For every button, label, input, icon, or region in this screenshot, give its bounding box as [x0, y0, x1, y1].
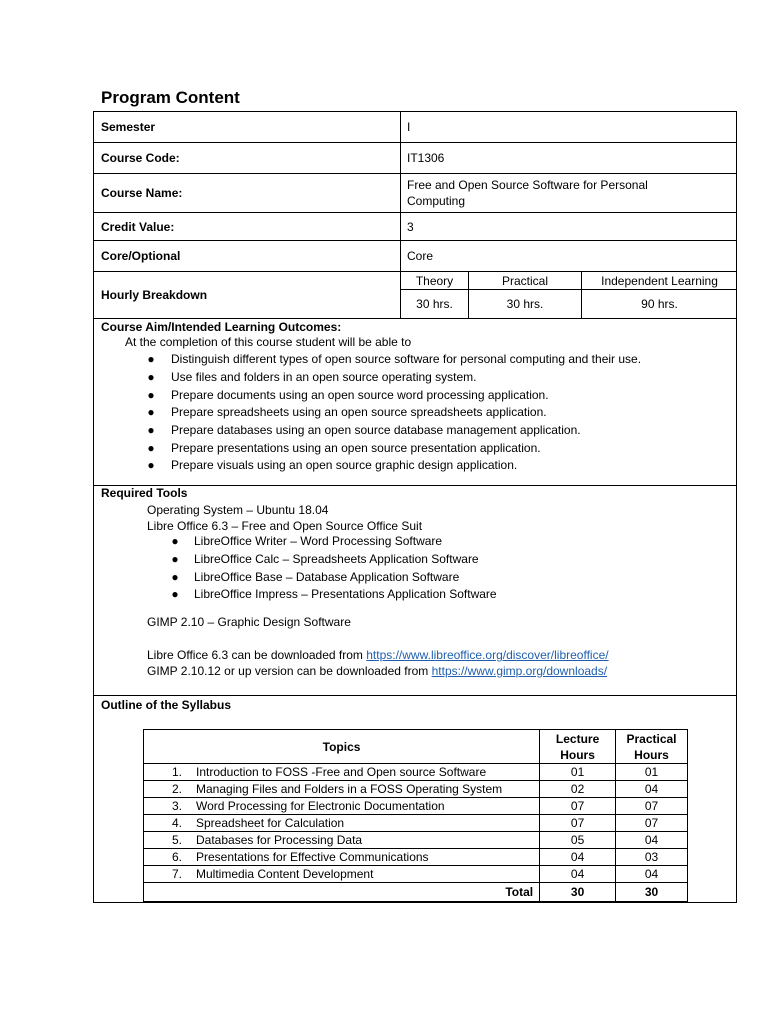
- list-item: ● LibreOffice Calc – Spreadsheets Application Software: [164, 552, 479, 566]
- topic-cell: 1. Introduction to FOSS -Free and Open source Software: [144, 764, 540, 781]
- total-label: Total: [144, 883, 540, 902]
- total-practical-hours: 30: [616, 883, 688, 902]
- list-item: ● Prepare documents using an open source word processing application.: [140, 388, 549, 402]
- topic-cell: 3. Word Processing for Electronic Documentation: [144, 798, 540, 815]
- bullet-icon: ●: [171, 570, 179, 584]
- course-code-value: IT1306: [407, 151, 445, 165]
- topic-cell: 7. Multimedia Content Development: [144, 866, 540, 883]
- page-title: Program Content: [101, 88, 240, 107]
- independent-learning-header: Independent Learning: [601, 273, 718, 288]
- required-tools-title: Required Tools: [101, 486, 188, 500]
- course-aims-title: Course Aim/Intended Learning Outcomes:: [101, 320, 342, 334]
- os-line: Operating System – Ubuntu 18.04: [147, 503, 329, 517]
- table-row: [144, 781, 688, 798]
- topics-header: Topics: [144, 730, 540, 764]
- practical-hours-cell: 04: [616, 832, 688, 849]
- syllabus-table: [143, 729, 688, 902]
- practical-hours-cell: 01: [616, 764, 688, 781]
- topic-cell: 2. Managing Files and Folders in a FOSS Operating System: [144, 781, 540, 798]
- gimp-download-link[interactable]: https://www.gimp.org/downloads/: [431, 664, 608, 678]
- office-suite-line: Libre Office 6.3 – Free and Open Source Office Suit: [147, 519, 423, 533]
- table-row: [144, 832, 688, 849]
- core-optional-label: Core/Optional: [101, 249, 181, 263]
- list-item: ● Prepare presentations using an open source presentation application.: [140, 441, 541, 455]
- list-item: ● Prepare visuals using an open source graphic design application.: [140, 458, 517, 472]
- credit-value-value: 3: [407, 219, 414, 234]
- course-name-value: Free and Open Source Software for Personal Computing: [407, 178, 648, 208]
- list-item: ● Prepare databases using an open source database management application.: [140, 423, 581, 437]
- libreoffice-download-link[interactable]: https://www.libreoffice.org/discover/libreoffice/: [366, 648, 609, 662]
- row-divider: [94, 318, 736, 319]
- gimp-download-line: GIMP 2.10.12 or up version can be downloaded from https://www.gimp.org/downloads/: [147, 664, 608, 678]
- row-divider: [94, 695, 736, 696]
- bullet-icon: ●: [147, 352, 155, 366]
- practical-hours: 30 hrs.: [506, 297, 544, 311]
- practical-hours-cell: 04: [616, 781, 688, 798]
- bullet-icon: ●: [147, 370, 155, 384]
- theory-header: Theory: [415, 273, 454, 288]
- practical-hours-cell: 07: [616, 798, 688, 815]
- semester-label: Semester: [101, 120, 156, 134]
- hourly-breakdown-label: Hourly Breakdown: [101, 288, 208, 302]
- table-row: [144, 815, 688, 832]
- practical-header: Practical: [501, 273, 548, 288]
- table-row: [144, 764, 688, 781]
- gimp-line: GIMP 2.10 – Graphic Design Software: [147, 615, 351, 629]
- course-code-label: Course Code:: [101, 151, 180, 165]
- lecture-hours-header: Lecture Hours: [540, 730, 616, 764]
- bullet-icon: ●: [147, 458, 155, 472]
- list-item: ● LibreOffice Impress – Presentations Application Software: [164, 587, 497, 601]
- table-row: [144, 798, 688, 815]
- topic-cell: 5. Databases for Processing Data: [144, 832, 540, 849]
- list-item: ● Distinguish different types of open source software for personal computing and their use.: [140, 352, 641, 366]
- syllabus-title: Outline of the Syllabus: [101, 698, 232, 712]
- core-optional-value: Core: [407, 249, 434, 263]
- course-name-label: Course Name:: [101, 186, 183, 200]
- lecture-hours-cell: 02: [540, 781, 616, 798]
- list-item: ● LibreOffice Writer – Word Processing Software: [164, 534, 442, 548]
- bullet-icon: ●: [147, 441, 155, 455]
- row-divider: [94, 485, 736, 486]
- list-item: ● LibreOffice Base – Database Application Software: [164, 570, 459, 584]
- semester-value: I: [407, 120, 411, 134]
- table-header-row: [144, 730, 688, 764]
- bullet-icon: ●: [171, 552, 179, 566]
- lecture-hours-cell: 05: [540, 832, 616, 849]
- practical-hours-header: Practical Hours: [616, 730, 688, 764]
- topic-cell: 4. Spreadsheet for Calculation: [144, 815, 540, 832]
- list-item: ● Use files and folders in an open source operating system.: [140, 370, 477, 384]
- office-download-line: Libre Office 6.3 can be downloaded from https://www.libreoffice.org/discover/libreoffice/: [147, 648, 609, 662]
- practical-hours-cell: 04: [616, 866, 688, 883]
- bullet-icon: ●: [147, 423, 155, 437]
- course-aims-intro: At the completion of this course student will be able to: [125, 335, 412, 349]
- practical-hours-cell: 03: [616, 849, 688, 866]
- lecture-hours-cell: 04: [540, 849, 616, 866]
- topic-cell: 6. Presentations for Effective Communications: [144, 849, 540, 866]
- lecture-hours-cell: 04: [540, 866, 616, 883]
- total-row: [144, 883, 688, 902]
- bullet-icon: ●: [147, 405, 155, 419]
- credit-value-label: Credit Value:: [101, 219, 175, 234]
- program-content-table: [93, 111, 737, 903]
- table-row: [144, 849, 688, 866]
- table-row: [144, 866, 688, 883]
- bullet-icon: ●: [147, 388, 155, 402]
- practical-hours-cell: 07: [616, 815, 688, 832]
- bullet-icon: ●: [171, 587, 179, 601]
- lecture-hours-cell: 07: [540, 815, 616, 832]
- theory-hours: 30 hrs.: [416, 297, 453, 311]
- lecture-hours-cell: 07: [540, 798, 616, 815]
- lecture-hours-cell: 01: [540, 764, 616, 781]
- total-lecture-hours: 30: [540, 883, 616, 902]
- independent-learning-hours: 90 hrs.: [641, 297, 678, 311]
- bullet-icon: ●: [171, 534, 179, 548]
- list-item: ● Prepare spreadsheets using an open source spreadsheets application.: [140, 405, 547, 419]
